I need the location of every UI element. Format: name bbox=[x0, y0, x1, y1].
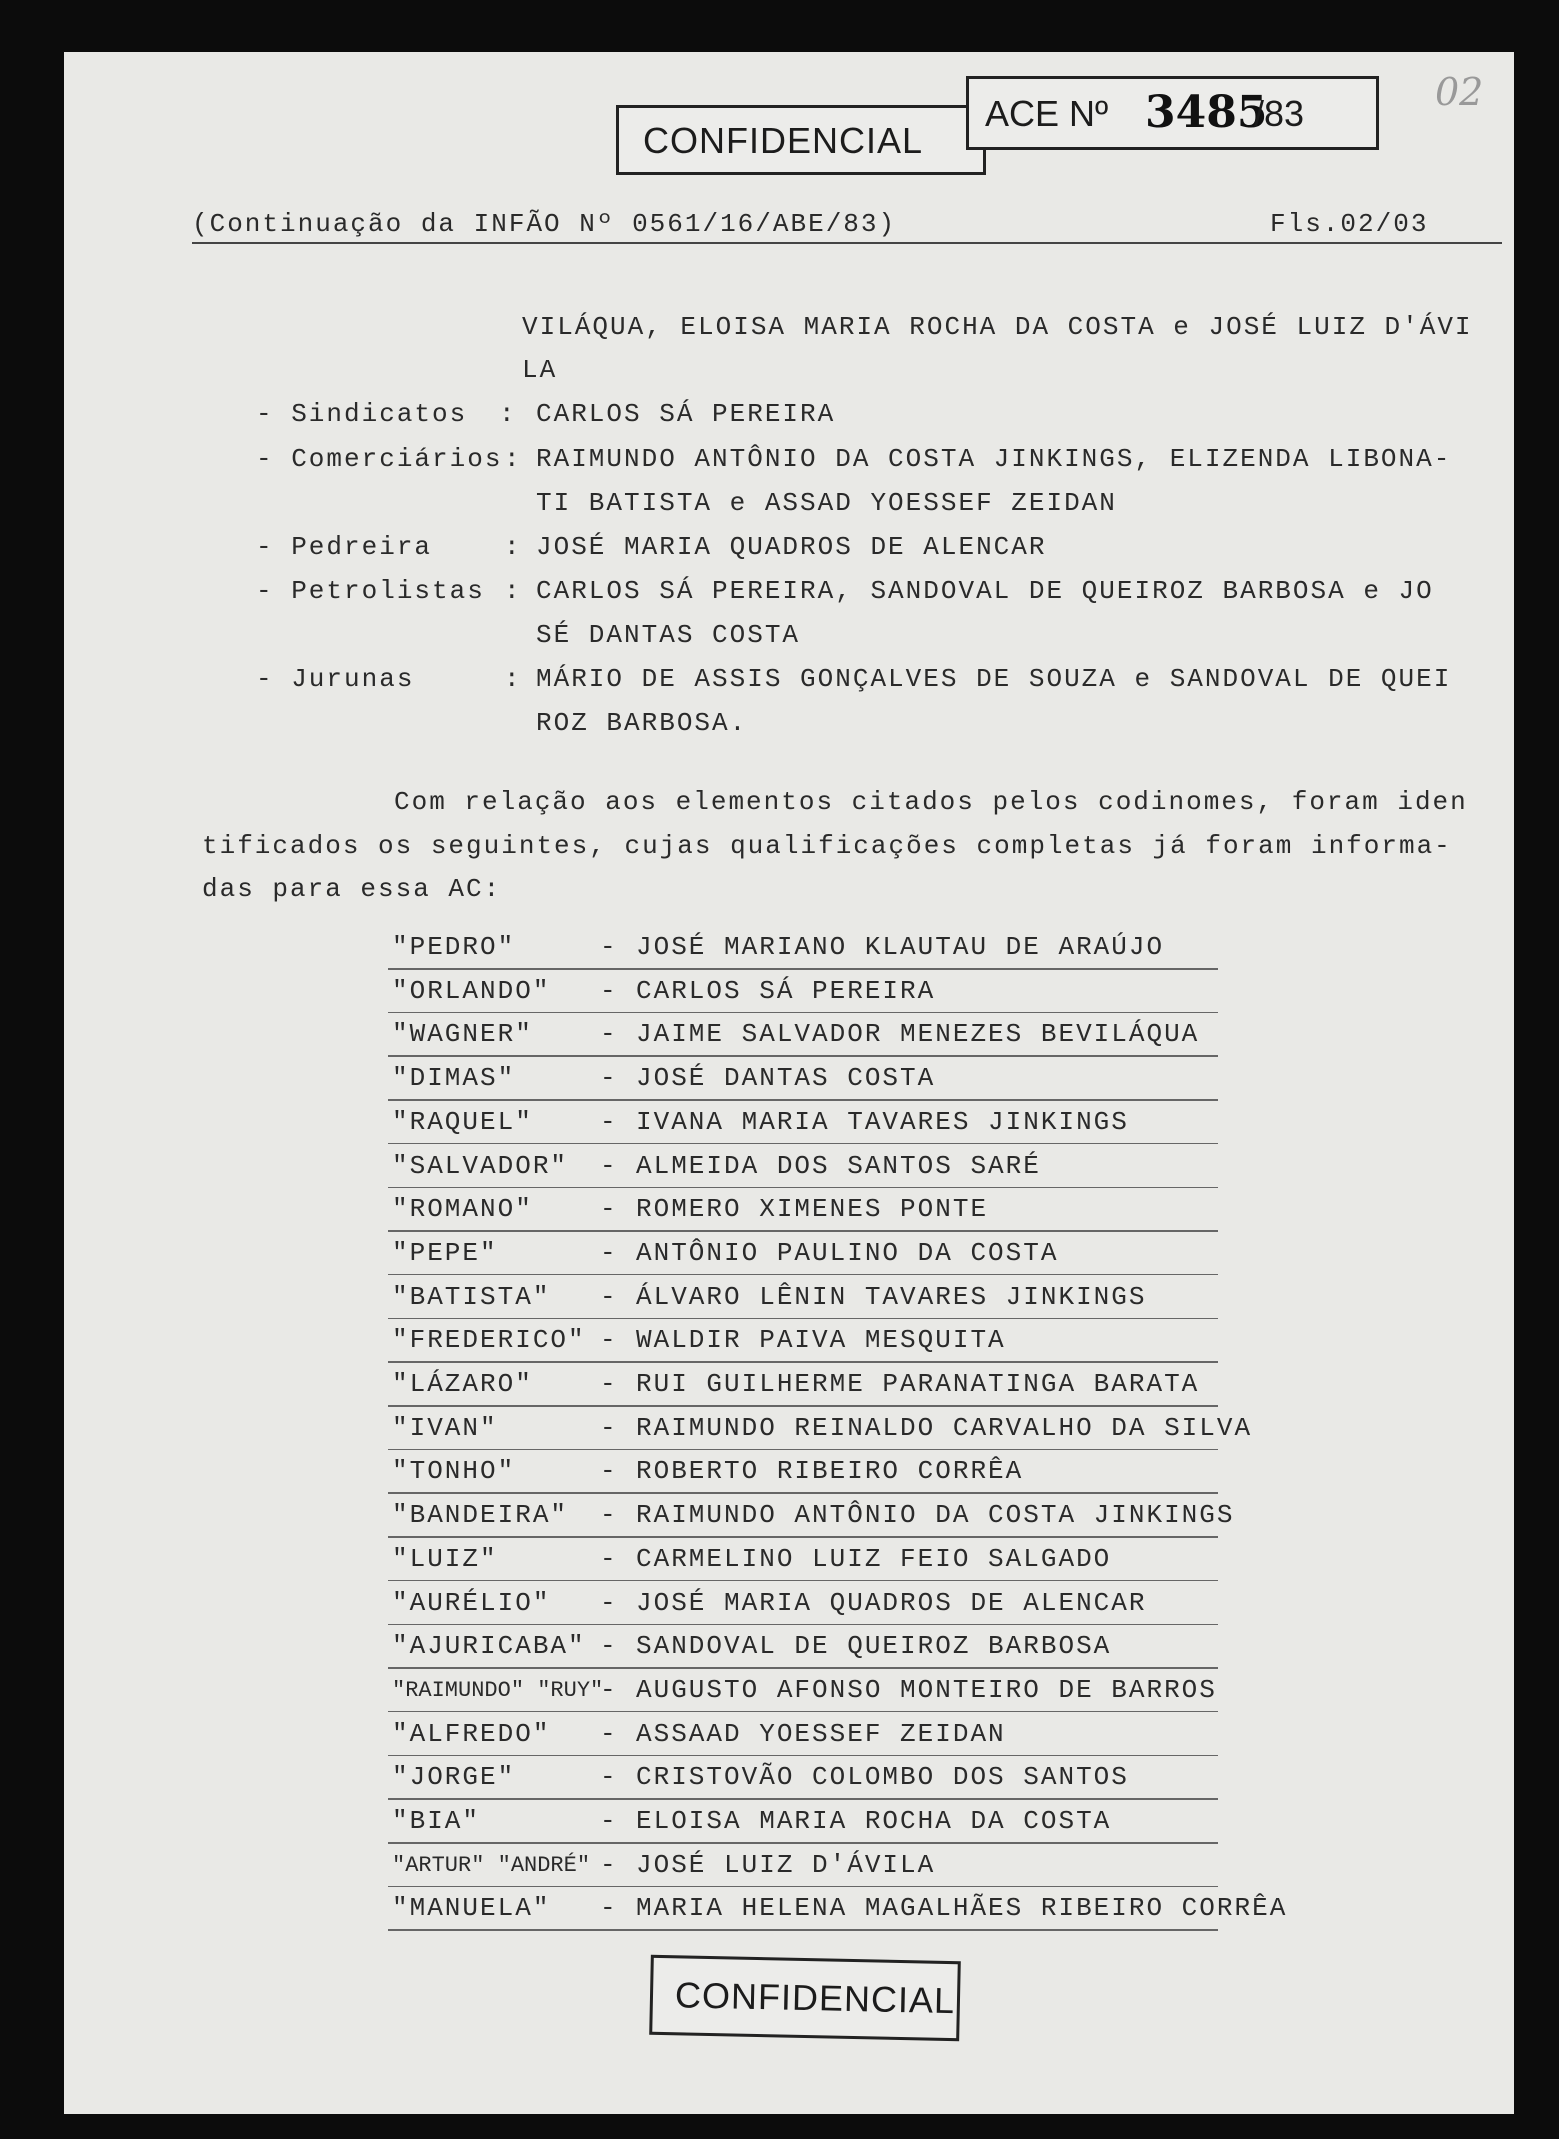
body-paragraph-line: tificados os seguintes, cujas qualificações completas já foram informa- bbox=[202, 831, 1452, 861]
row-underline bbox=[388, 1449, 1218, 1451]
group-members: CARLOS SÁ PEREIRA, SANDOVAL DE QUEIROZ BARBOSA e JO bbox=[536, 576, 1434, 606]
group-members: SÉ DANTAS COSTA bbox=[536, 620, 801, 650]
row-underline bbox=[388, 1667, 1218, 1669]
group-separator: : bbox=[504, 444, 522, 474]
identified-name: ELOISA MARIA ROCHA DA COSTA bbox=[636, 1806, 1112, 1836]
row-underline bbox=[388, 1099, 1218, 1101]
codename: "ROMANO" bbox=[392, 1194, 533, 1225]
row-underline bbox=[388, 1405, 1218, 1407]
row-underline bbox=[388, 1842, 1218, 1844]
identified-name: CARMELINO LUIZ FEIO SALGADO bbox=[636, 1543, 1112, 1574]
codename: "BANDEIRA" bbox=[392, 1500, 569, 1531]
corner-mark: 02 bbox=[1435, 70, 1484, 114]
codename-dash: - bbox=[600, 1631, 618, 1662]
group-members: CARLOS SÁ PEREIRA bbox=[536, 399, 836, 429]
codename-dash: - bbox=[600, 1412, 618, 1443]
codename-dash: - bbox=[600, 1500, 618, 1531]
codename: "MANUELA" bbox=[392, 1893, 551, 1924]
row-underline bbox=[388, 1187, 1218, 1189]
codename: "TONHO" bbox=[392, 1456, 516, 1487]
group-label: - Jurunas bbox=[256, 664, 415, 694]
codename: "WAGNER" bbox=[392, 1019, 533, 1050]
codename-dash: - bbox=[600, 1019, 618, 1050]
identified-name: ROBERTO RIBEIRO CORRÊA bbox=[636, 1456, 1024, 1487]
group-members: MÁRIO DE ASSIS GONÇALVES DE SOUZA e SANDOVAL DE QUEI bbox=[536, 664, 1452, 694]
identified-name: ROMERO XIMENES PONTE bbox=[636, 1194, 989, 1225]
codename: "ALFREDO" bbox=[392, 1718, 551, 1749]
identified-name: CRISTOVÃO COLOMBO DOS SANTOS bbox=[636, 1762, 1129, 1793]
codename: "LÁZARO" bbox=[392, 1369, 533, 1399]
codename-dash: - bbox=[600, 1456, 618, 1487]
codename: "JORGE" bbox=[392, 1762, 516, 1793]
row-underline bbox=[388, 1055, 1218, 1057]
row-underline bbox=[388, 1274, 1218, 1276]
codename-dash: - bbox=[600, 1543, 618, 1574]
codename-dash: - bbox=[600, 1237, 618, 1268]
row-underline bbox=[388, 1580, 1218, 1582]
group-members: ROZ BARBOSA. bbox=[536, 708, 748, 738]
identified-name: ANTÔNIO PAULINO DA COSTA bbox=[636, 1237, 1059, 1268]
codename: "BIA" bbox=[392, 1806, 481, 1836]
row-underline bbox=[388, 1536, 1218, 1538]
codename-dash: - bbox=[600, 1063, 618, 1094]
row-underline bbox=[388, 1755, 1218, 1757]
group-separator: : bbox=[504, 576, 522, 606]
identified-name: AUGUSTO AFONSO MONTEIRO DE BARROS bbox=[636, 1674, 1217, 1705]
confidential-stamp-top bbox=[616, 105, 986, 175]
ace-number: 3485 bbox=[1145, 87, 1268, 138]
identified-name: JOSÉ LUIZ D'ÁVILA bbox=[636, 1849, 936, 1880]
codename: "AURÉLIO" bbox=[392, 1587, 551, 1618]
codename-dash: - bbox=[600, 1587, 618, 1618]
group-label: - Comerciários bbox=[256, 444, 503, 474]
codename-dash: - bbox=[600, 932, 618, 962]
codename: "PEDRO" bbox=[392, 932, 516, 962]
row-underline bbox=[388, 1929, 1218, 1931]
row-underline bbox=[388, 1361, 1218, 1363]
codename-dash: - bbox=[600, 1674, 618, 1705]
confidential-stamp-text: CONFIDENCIAL bbox=[674, 1974, 956, 2022]
codename-dash: - bbox=[600, 1369, 618, 1399]
identified-name: CARLOS SÁ PEREIRA bbox=[636, 975, 936, 1006]
group-separator: : bbox=[504, 664, 522, 694]
codename: "PEPE" bbox=[392, 1237, 498, 1268]
codename-dash: - bbox=[600, 1150, 618, 1181]
identified-name: WALDIR PAIVA MESQUITA bbox=[636, 1325, 1006, 1356]
codename-dash: - bbox=[600, 1194, 618, 1225]
codename: "IVAN" bbox=[392, 1412, 498, 1443]
codename: "DIMAS" bbox=[392, 1063, 516, 1094]
group-members: JOSÉ MARIA QUADROS DE ALENCAR bbox=[536, 532, 1047, 562]
ace-suffix: /83 bbox=[1254, 93, 1305, 134]
group-label: - Petrolistas bbox=[256, 576, 485, 606]
codename-dash: - bbox=[600, 975, 618, 1006]
codename: "SALVADOR" bbox=[392, 1150, 569, 1181]
codename: "FREDERICO" bbox=[392, 1325, 586, 1356]
codename-dash: - bbox=[600, 1806, 618, 1836]
identified-name: MARIA HELENA MAGALHÃES RIBEIRO CORRÊA bbox=[636, 1893, 1288, 1924]
group-separator: : bbox=[504, 532, 522, 562]
codename: "ARTUR" "ANDRÉ" bbox=[392, 1852, 591, 1878]
identified-name: IVANA MARIA TAVARES JINKINGS bbox=[636, 1106, 1129, 1137]
body-paragraph-line: Com relação aos elementos citados pelos codinomes, foram iden bbox=[394, 787, 1468, 817]
identified-name: RAIMUNDO REINALDO CARVALHO DA SILVA bbox=[636, 1412, 1253, 1443]
identified-name: JOSÉ MARIANO KLAUTAU DE ARAÚJO bbox=[636, 932, 1165, 962]
row-underline bbox=[388, 1318, 1218, 1320]
ace-number-stamp bbox=[966, 76, 1379, 150]
row-underline bbox=[388, 1143, 1218, 1145]
identified-name: RAIMUNDO ANTÔNIO DA COSTA JINKINGS bbox=[636, 1500, 1235, 1531]
codename-dash: - bbox=[600, 1106, 618, 1137]
identified-name: ASSAAD YOESSEF ZEIDAN bbox=[636, 1718, 1006, 1749]
codename-dash: - bbox=[600, 1281, 618, 1312]
continuation-line: LA bbox=[522, 355, 558, 385]
row-underline bbox=[388, 1886, 1218, 1888]
codename: "BATISTA" bbox=[392, 1281, 551, 1312]
group-label: - Sindicatos bbox=[256, 399, 468, 429]
group-separator: : bbox=[499, 399, 517, 429]
identified-name: ALMEIDA DOS SANTOS SARÉ bbox=[636, 1150, 1041, 1181]
ace-label: ACE Nº bbox=[985, 93, 1109, 134]
codename-dash: - bbox=[600, 1893, 618, 1924]
confidential-stamp-text: CONFIDENCIAL bbox=[643, 120, 924, 161]
folio-number: Fls.02/03 bbox=[1270, 209, 1429, 239]
row-underline bbox=[388, 1798, 1218, 1800]
identified-name: JAIME SALVADOR MENEZES BEVILÁQUA bbox=[636, 1019, 1200, 1050]
document-page bbox=[64, 52, 1514, 2114]
identified-name: SANDOVAL DE QUEIROZ BARBOSA bbox=[636, 1631, 1112, 1662]
codename-dash: - bbox=[600, 1325, 618, 1356]
row-underline bbox=[388, 1012, 1218, 1014]
row-underline bbox=[388, 1711, 1218, 1713]
identified-name: JOSÉ DANTAS COSTA bbox=[636, 1063, 936, 1094]
confidential-stamp-bottom bbox=[649, 1955, 961, 2041]
row-underline bbox=[388, 968, 1218, 970]
group-members: TI BATISTA e ASSAD YOESSEF ZEIDAN bbox=[536, 488, 1117, 518]
row-underline bbox=[388, 1492, 1218, 1494]
codename: "LUIZ" bbox=[392, 1543, 498, 1574]
codename: "ORLANDO" bbox=[392, 975, 551, 1006]
group-label: - Pedreira bbox=[256, 532, 433, 562]
codename: "AJURICABA" bbox=[392, 1631, 586, 1662]
identified-name: RUI GUILHERME PARANATINGA BARATA bbox=[636, 1369, 1200, 1399]
continuation-line: VILÁQUA, ELOISA MARIA ROCHA DA COSTA e JOSÉ LUIZ D'ÁVI bbox=[522, 312, 1473, 342]
codename-dash: - bbox=[600, 1849, 618, 1880]
group-members: RAIMUNDO ANTÔNIO DA COSTA JINKINGS, ELIZENDA LIBONA- bbox=[536, 444, 1452, 474]
header-rule bbox=[192, 242, 1502, 244]
codename-dash: - bbox=[600, 1762, 618, 1793]
body-paragraph-line: das para essa AC: bbox=[202, 874, 502, 904]
row-underline bbox=[388, 1624, 1218, 1626]
codename-dash: - bbox=[600, 1718, 618, 1749]
continuation-header: (Continuação da INFÃO Nº 0561/16/ABE/83) bbox=[192, 209, 897, 239]
codename: "RAIMUNDO" "RUY" bbox=[392, 1677, 604, 1703]
row-underline bbox=[388, 1230, 1218, 1232]
identified-name: ÁLVARO LÊNIN TAVARES JINKINGS bbox=[636, 1281, 1147, 1312]
codename: "RAQUEL" bbox=[392, 1106, 533, 1137]
identified-name: JOSÉ MARIA QUADROS DE ALENCAR bbox=[636, 1587, 1147, 1618]
